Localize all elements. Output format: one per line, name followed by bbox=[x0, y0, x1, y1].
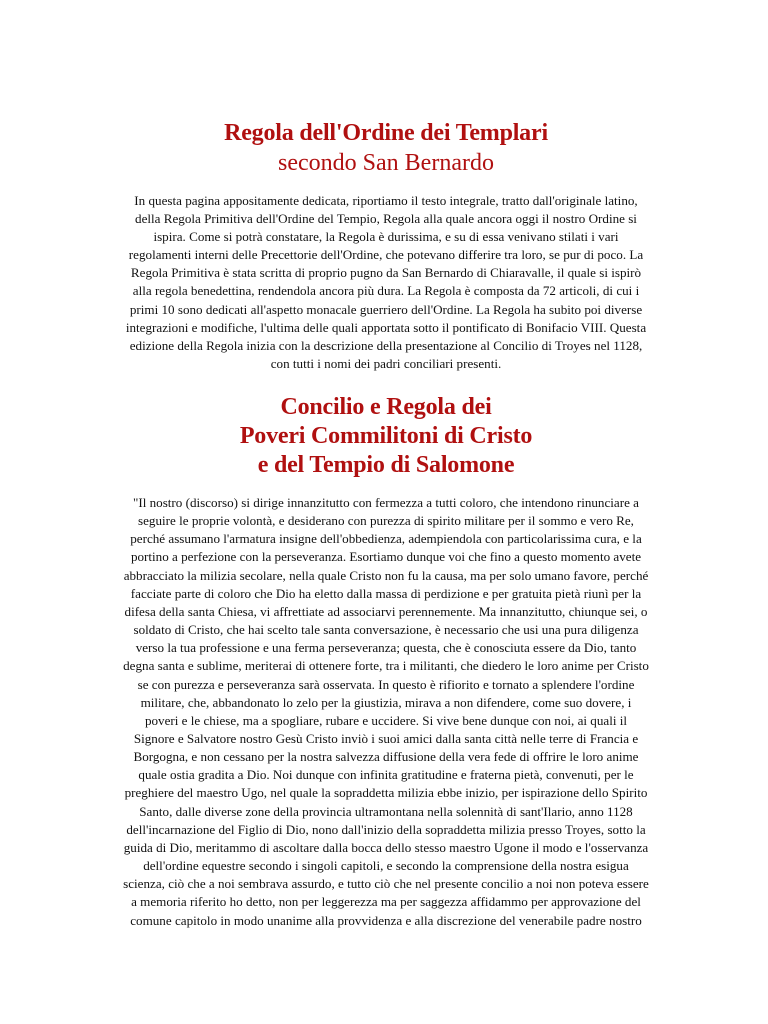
body-line: difesa della santa Chiesa, vi affrettiate ad associarvi perennemente. Ma innanzitutto, chiunque sei, o bbox=[124, 603, 648, 619]
body-line: portino a perfezione con la perseveranza. Esortiamo dunque voi che fino a questo momento avete bbox=[130, 549, 642, 565]
body-line: a memoria riferito ho detto, non per leggerezza ma per saggezza affidammo per approvazione del bbox=[131, 894, 641, 910]
body-line: seguire le proprie volontà, e desiderano con purezza di spirito militare per il sommo e vero Re, bbox=[138, 513, 634, 529]
body-line: scienza, ciò che a noi sembrava assurdo, e tutto ciò che nel presente concilio a noi non poteva essere bbox=[123, 876, 649, 892]
intro-line: con tutti i nomi dei padri conciliari presenti. bbox=[270, 355, 502, 371]
intro-line: ispira. Come si potrà constatare, la Regola è durissima, e su di essa venivano stilati i vari bbox=[153, 229, 619, 245]
body-line: Borgogna, e non cessano per la nostra salvezza diffusione della vera fede di offrire le loro anime bbox=[133, 749, 639, 765]
body-line: soldato di Cristo, che hai scelto tale santa conversazione, è necessario che usi una pura diligenza bbox=[133, 622, 639, 638]
body-line: Signore e Salvatore nostro Gesù Cristo inviò i suoi amici dalla santa città nelle terre di Francia e bbox=[133, 730, 639, 746]
intro-line: della Regola Primitiva dell'Ordine del Tempio, Regola alla quale ancora oggi il nostro Ordine si bbox=[135, 211, 637, 227]
body-line: dell'incarnazione del Figlio di Dio, nono dall'inizio della sopraddetta milizia presso Troyes, sotto la bbox=[126, 821, 646, 837]
body-line: guida di Dio, meritammo di ascoltare dalla bocca dello stesso maestro Ugone il modo e l'osservanza bbox=[123, 839, 649, 855]
body-line: dell'ordine equestre secondo i singoli capitoli, e secondo la comprensione della nostra esigua bbox=[143, 858, 629, 874]
section-title-line: Poveri Commilitoni di Cristo bbox=[239, 422, 533, 449]
section-title bbox=[108, 393, 664, 480]
body-line: comune capitolo in modo unanime alla provvidenza e alla discrezione del venerabile padre nostro bbox=[130, 912, 642, 928]
body-line: degna santa e sublime, meriterai di ottenere forte, tra i militanti, che diedero le loro anime per Cristo bbox=[123, 658, 649, 674]
body-line: facciate parte di coloro che Dio ha eletto dalla massa di perdizione e per gratuita pietà riunì per la bbox=[130, 585, 642, 601]
intro-line: In questa pagina appositamente dedicata, riportiamo il testo integrale, tratto dall'originale latino, bbox=[134, 193, 638, 208]
intro-line: regolamenti interni delle Precettorie dell'Ordine, che potevano differire tra loro, se pur di poco. La bbox=[128, 247, 644, 263]
intro-line: edizione della Regola inizia con la descrizione della presentazione al Concilio di Troyes nel 1128, bbox=[129, 337, 643, 353]
intro-line: primi 10 sono dedicati all'aspetto monacale guerriero dell'Ordine. La Regola ha subito poi diverse bbox=[129, 301, 643, 317]
document-subtitle: secondo San Bernardo bbox=[278, 150, 494, 176]
document-title: Regola dell'Ordine dei Templari bbox=[224, 120, 548, 146]
intro-line: Regola Primitiva è stata scritta di proprio pugno da San Bernardo di Chiaravalle, il quale si ispirò bbox=[130, 265, 642, 281]
body-line: se con purezza e perseveranza sarà osservata. In questo è rifiorito e tornato a splendere l'ordine bbox=[137, 676, 635, 692]
body-line: militare, che, abbandonato lo zelo per la giustizia, mirava a non difendere, come suo dovere, i bbox=[140, 694, 632, 710]
body-paragraph bbox=[108, 494, 664, 930]
intro-line: alla regola benedettina, rendendola ancora più dura. La Regola è composta da 72 articoli, di cui i bbox=[132, 283, 640, 299]
body-line: poveri e le chiese, ma a spogliare, rubare e uccidere. Si vive bene dunque con noi, ai quali il bbox=[144, 712, 628, 728]
section-title-line: Concilio e Regola dei bbox=[280, 393, 492, 420]
intro-line: integrazioni e modifiche, l'ultima delle quali apportata sotto il pontificato di Bonifacio VIII. Questa bbox=[125, 319, 647, 335]
body-line: Santo, dalle diverse zone della provincia ultramontana nella solennità di sant'Ilario, anno 1128 bbox=[139, 803, 633, 819]
body-line: preghiere del maestro Ugo, nel quale la sopraddetta milizia ebbe inizio, per ispirazione dello Spirito bbox=[124, 785, 648, 801]
intro-paragraph bbox=[108, 192, 664, 373]
body-line: perché assumano l'armatura insigne dell'obbedienza, adempiendola con particolarissima cura, e la bbox=[130, 531, 642, 547]
body-line: quale ostia gradita a Dio. Noi dunque con infinita gratitudine e fraterna pietà, convenuti, per le bbox=[138, 767, 634, 783]
body-line: verso la tua professione e una ferma perseveranza; questa, che è conosciuta essere da Dio, tanto bbox=[135, 640, 637, 656]
body-line: "Il nostro (discorso) si dirige innanzitutto con fermezza a tutti coloro, che intendono rinunciare a bbox=[132, 494, 639, 510]
body-line: abbracciato la milizia secolare, nella quale Cristo non fu la causa, ma per solo umano favore, perché bbox=[123, 567, 649, 583]
document-page bbox=[108, 118, 664, 930]
section-title-line: e del Tempio di Salomone bbox=[257, 451, 515, 478]
